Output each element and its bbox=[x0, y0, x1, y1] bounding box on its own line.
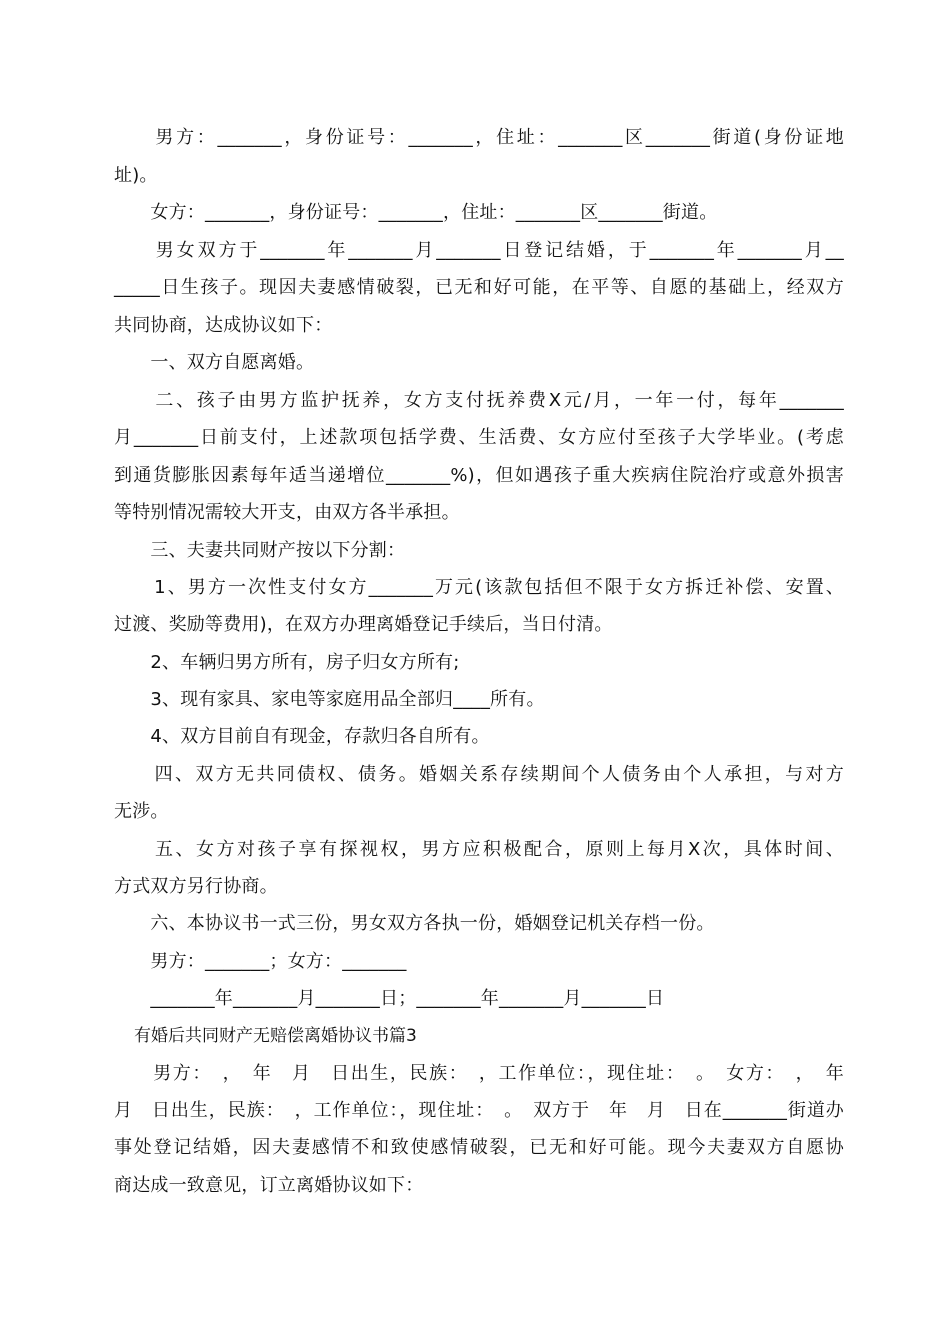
text-line-woman-info: 女方：_______，身份证号：_______，住址：_______区_______街道。 bbox=[114, 202, 718, 223]
text-line: 过渡、奖励等费用)，在双方办理离婚登记手续后，当日付清。 bbox=[114, 614, 613, 635]
clause-3-2: 2、车辆归男方所有，房子归女方所有; bbox=[114, 652, 460, 673]
text-line: 事处登记结婚，因夫妻感情不和致使感情破裂，已无和好可能。现今夫妻双方自愿协 bbox=[114, 1137, 844, 1158]
clause-3-1: 1、男方一次性支付女方_______万元(该款包括但不限于女方拆迁补偿、安置、 bbox=[114, 577, 844, 598]
text-line: _____日生孩子。现因夫妻感情破裂，已无和好可能，在平等、自愿的基础上，经双方 bbox=[114, 277, 844, 298]
text-line: 男女双方于_______年_______月_______日登记结婚，于_______年_______月__ bbox=[114, 240, 844, 261]
clause-2: 二、孩子由男方监护抚养，女方支付抚养费X元/月，一年一付，每年_______ bbox=[114, 390, 844, 411]
clause-5: 五、女方对孩子享有探视权，男方应积极配合，原则上每月X次，具体时间、 bbox=[114, 839, 844, 860]
clause-1: 一、双方自愿离婚。 bbox=[114, 352, 315, 373]
text-line: 到通货膨胀因素每年适当递增位_______%)，但如遇孩子重大疾病住院治疗或意外损害 bbox=[114, 465, 844, 486]
text-line-man-info: 男方：_______，身份证号：_______，住址：_______区_______街道(身份证地 bbox=[114, 127, 844, 148]
text-line: 男方： ， 年 月 日出生，民族： ，工作单位：，现住址： 。 女方： ， 年 bbox=[114, 1063, 844, 1084]
clause-3-3: 3、现有家具、家电等家庭用品全部归____所有。 bbox=[114, 689, 545, 710]
clause-6: 六、本协议书一式三份，男女双方各执一份，婚姻登记机关存档一份。 bbox=[114, 913, 715, 934]
text-line: 月 日出生，民族： ，工作单位：，现住址： 。 双方于 年 月 日在_______街道办 bbox=[114, 1100, 844, 1121]
text-line: 无涉。 bbox=[114, 801, 169, 822]
text-line: 方式双方另行协商。 bbox=[114, 876, 278, 897]
text-line: 月_______日前支付，上述款项包括学费、生活费、女方应付至孩子大学毕业。(考虑 bbox=[114, 427, 844, 448]
text-line: 共同协商，达成协议如下： bbox=[114, 315, 333, 336]
signature-line: 男方：_______；女方：_______ bbox=[114, 951, 407, 972]
text-line: 址)。 bbox=[114, 165, 158, 186]
section-heading: 有婚后共同财产无赔偿离婚协议书篇3 bbox=[134, 1026, 417, 1046]
text-line: 商达成一致意见，订立离婚协议如下： bbox=[114, 1175, 424, 1196]
date-line: _______年_______月_______日；_______年_______月_______日 bbox=[114, 988, 665, 1009]
clause-3-4: 4、双方目前自有现金，存款归各自所有。 bbox=[114, 726, 490, 747]
text-line: 等特别情况需较大开支，由双方各半承担。 bbox=[114, 502, 460, 523]
clause-4: 四、双方无共同债权、债务。婚姻关系存续期间个人债务由个人承担，与对方 bbox=[114, 764, 844, 785]
clause-3: 三、夫妻共同财产按以下分割： bbox=[114, 540, 406, 561]
